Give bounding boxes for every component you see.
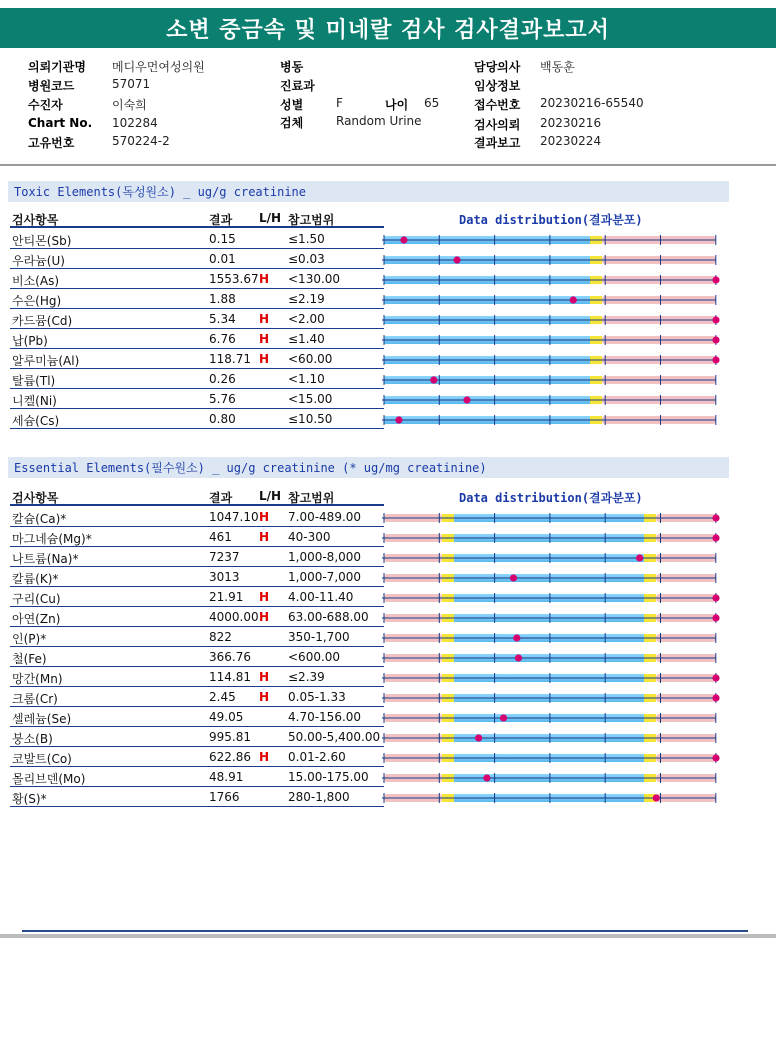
result-marker — [483, 774, 490, 781]
distribution-bar — [382, 708, 722, 728]
patient-value: 이숙희 — [112, 98, 147, 112]
ward-label: 병동 — [280, 60, 304, 74]
lh-flag: H — [259, 352, 270, 366]
element-name: 니켈(Ni) — [12, 394, 57, 408]
lh-flag: H — [259, 750, 270, 764]
result-marker — [712, 276, 719, 283]
col-item: 검사항목 — [12, 213, 59, 227]
element-name: 알루미늄(Al) — [12, 354, 80, 368]
result-marker — [712, 316, 719, 323]
specimen-label: 검체 — [280, 116, 304, 130]
footer-divider — [0, 934, 776, 938]
reference-range: 15.00-175.00 — [288, 770, 369, 784]
result-value: 0.80 — [209, 412, 236, 426]
element-name: 코발트(Co) — [12, 752, 72, 766]
lh-flag: H — [259, 510, 270, 524]
distribution-bar — [382, 508, 722, 528]
report-title: 소변 중금속 및 미네랄 검사 검사결과보고서 — [0, 8, 776, 48]
result-marker — [475, 734, 482, 741]
reference-range: ≤0.03 — [288, 252, 325, 266]
result-value: 461 — [209, 530, 232, 544]
receipt-value: 20230216-65540 — [540, 96, 644, 110]
element-name: 아연(Zn) — [12, 612, 61, 626]
result-marker — [712, 594, 719, 601]
col-lh: L/H — [259, 211, 282, 225]
col-lh: L/H — [259, 489, 282, 503]
footer-line — [22, 930, 748, 932]
result-value: 0.01 — [209, 252, 236, 266]
sex-value: F — [336, 96, 343, 110]
result-marker — [515, 654, 522, 661]
col-result: 결과 — [209, 491, 233, 505]
result-marker — [453, 256, 460, 263]
table-row — [10, 409, 384, 429]
element-name: 셀레늄(Se) — [12, 712, 72, 726]
result-marker — [636, 554, 643, 561]
report-date-label: 결과보고 — [474, 136, 521, 150]
table-row — [10, 567, 384, 587]
result-marker — [712, 356, 719, 363]
result-value: 0.26 — [209, 372, 236, 386]
result-marker — [463, 396, 470, 403]
distribution-bar — [382, 648, 722, 668]
distribution-bar — [382, 370, 722, 390]
distribution-bar — [382, 350, 722, 370]
distribution-bar — [382, 270, 722, 290]
element-name: 망간(Mn) — [12, 672, 63, 686]
table-row — [10, 507, 384, 527]
lh-flag: H — [259, 272, 270, 286]
element-name: 인(P)* — [12, 632, 47, 646]
table-row — [10, 309, 384, 329]
table-row — [10, 627, 384, 647]
element-name: 안티몬(Sb) — [12, 234, 72, 248]
result-value: 48.91 — [209, 770, 244, 784]
lh-flag: H — [259, 590, 270, 604]
result-marker — [400, 236, 407, 243]
result-value: 3013 — [209, 570, 240, 584]
result-marker — [712, 514, 719, 521]
reference-range: ≤10.50 — [288, 412, 333, 426]
reference-range: 63.00-688.00 — [288, 610, 369, 624]
element-name: 마그네슘(Mg)* — [12, 532, 92, 546]
result-value: 1047.10 — [209, 510, 259, 524]
distribution-bar — [382, 768, 722, 788]
table-row — [10, 229, 384, 249]
result-value: 49.05 — [209, 710, 244, 724]
reference-range: <2.00 — [288, 312, 325, 326]
reference-range: 280-1,800 — [288, 790, 350, 804]
clinical-label: 임상정보 — [474, 79, 521, 93]
request-label: 검사의뢰 — [474, 118, 521, 132]
table-row — [10, 547, 384, 567]
toxic-section-header: Toxic Elements(독성원소) _ ug/g creatinine — [8, 181, 729, 202]
distribution-bar — [382, 568, 722, 588]
element-name: 카드뮴(Cd) — [12, 314, 73, 328]
result-value: 21.91 — [209, 590, 244, 604]
element-name: 비소(As) — [12, 274, 60, 288]
table-row — [10, 369, 384, 389]
distribution-bar — [382, 668, 722, 688]
doctor-value: 백동훈 — [540, 60, 575, 74]
result-value: 5.76 — [209, 392, 236, 406]
result-marker — [510, 574, 517, 581]
reference-range: 40-300 — [288, 530, 331, 544]
result-value: 366.76 — [209, 650, 251, 664]
reference-range: ≤1.50 — [288, 232, 325, 246]
institution-label: 의뢰기관명 — [28, 60, 86, 74]
result-marker — [712, 614, 719, 621]
reference-range: <15.00 — [288, 392, 333, 406]
reference-range: <600.00 — [288, 650, 341, 664]
unique-value: 570224-2 — [112, 134, 170, 148]
table-row — [10, 607, 384, 627]
distribution-bar — [382, 688, 722, 708]
age-value: 65 — [424, 96, 440, 110]
result-value: 822 — [209, 630, 232, 644]
distribution-bar — [382, 310, 722, 330]
result-value: 622.86 — [209, 750, 251, 764]
table-row — [10, 587, 384, 607]
doctor-label: 담당의사 — [474, 60, 521, 74]
table-row — [10, 667, 384, 687]
col-dist: Data distribution(결과분포) — [459, 491, 643, 505]
reference-range: 7.00-489.00 — [288, 510, 362, 524]
report-info — [0, 56, 776, 156]
result-marker — [430, 376, 437, 383]
reference-range: 50.00-5,400.00 — [288, 730, 381, 744]
unique-label: 고유번호 — [28, 136, 75, 150]
table-row — [10, 249, 384, 269]
chart-value: 102284 — [112, 116, 158, 130]
essential-column-headers — [10, 486, 384, 506]
element-name: 몰리브덴(Mo) — [12, 772, 86, 786]
table-row — [10, 787, 384, 807]
table-row — [10, 349, 384, 369]
reference-range: ≤2.19 — [288, 292, 325, 306]
result-value: 5.34 — [209, 312, 236, 326]
element-name: 나트륨(Na)* — [12, 552, 79, 566]
lh-flag: H — [259, 530, 270, 544]
distribution-bar — [382, 250, 722, 270]
table-row — [10, 527, 384, 547]
result-value: 1766 — [209, 790, 240, 804]
essential-section-header: Essential Elements(필수원소) _ ug/g creatinine (* ug/mg creatinine) — [8, 457, 729, 478]
result-marker — [712, 694, 719, 701]
table-row — [10, 707, 384, 727]
result-marker — [712, 674, 719, 681]
element-name: 철(Fe) — [12, 652, 47, 666]
age-label: 나이 — [385, 98, 409, 112]
col-ref: 참고범위 — [288, 213, 335, 227]
report-date-value: 20230224 — [540, 134, 602, 148]
lh-flag: H — [259, 332, 270, 346]
result-marker — [500, 714, 507, 721]
col-item: 검사항목 — [12, 491, 59, 505]
result-value: 7237 — [209, 550, 240, 564]
reference-range: 4.70-156.00 — [288, 710, 362, 724]
result-marker — [395, 416, 402, 423]
reference-range: 0.05-1.33 — [288, 690, 346, 704]
result-value: 1553.67 — [209, 272, 259, 286]
table-row — [10, 747, 384, 767]
table-row — [10, 269, 384, 289]
sex-label: 성별 — [280, 98, 304, 112]
element-name: 황(S)* — [12, 792, 47, 806]
result-value: 4000.00 — [209, 610, 259, 624]
result-marker — [513, 634, 520, 641]
element-name: 납(Pb) — [12, 334, 48, 348]
table-row — [10, 687, 384, 707]
element-name: 수은(Hg) — [12, 294, 62, 308]
reference-range: 1,000-8,000 — [288, 550, 362, 564]
toxic-column-headers — [10, 208, 384, 228]
hospital-code-value: 57071 — [112, 77, 151, 91]
result-value: 1.88 — [209, 292, 236, 306]
divider — [0, 164, 776, 166]
distribution-bar — [382, 588, 722, 608]
result-marker — [712, 754, 719, 761]
result-marker — [570, 296, 577, 303]
distribution-bar — [382, 548, 722, 568]
reference-range: 350-1,700 — [288, 630, 350, 644]
request-value: 20230216 — [540, 116, 602, 130]
col-result: 결과 — [209, 213, 233, 227]
result-marker — [712, 534, 719, 541]
distribution-bar — [382, 788, 722, 808]
patient-label: 수진자 — [28, 98, 63, 112]
dept-label: 진료과 — [280, 79, 315, 93]
lh-flag: H — [259, 610, 270, 624]
table-row — [10, 389, 384, 409]
reference-range: 0.01-2.60 — [288, 750, 346, 764]
col-ref: 참고범위 — [288, 491, 335, 505]
distribution-bar — [382, 410, 722, 430]
element-name: 붕소(B) — [12, 732, 53, 746]
element-name: 크롬(Cr) — [12, 692, 58, 706]
result-value: 114.81 — [209, 670, 251, 684]
element-name: 우라늄(U) — [12, 254, 65, 268]
table-row — [10, 767, 384, 787]
reference-range: <130.00 — [288, 272, 341, 286]
col-dist: Data distribution(결과분포) — [459, 213, 643, 227]
distribution-bar — [382, 390, 722, 410]
table-row — [10, 289, 384, 309]
table-row — [10, 727, 384, 747]
element-name: 세슘(Cs) — [12, 414, 60, 428]
element-name: 칼륨(K)* — [12, 572, 59, 586]
reference-range: <60.00 — [288, 352, 333, 366]
lh-flag: H — [259, 690, 270, 704]
distribution-bar — [382, 330, 722, 350]
institution-value: 메디우먼여성의원 — [112, 60, 205, 74]
distribution-bar — [382, 608, 722, 628]
chart-label: Chart No. — [28, 116, 93, 130]
lh-flag: H — [259, 670, 270, 684]
result-marker — [653, 794, 660, 801]
distribution-bar — [382, 728, 722, 748]
reference-range: <1.10 — [288, 372, 325, 386]
element-name: 칼슘(Ca)* — [12, 512, 67, 526]
distribution-bar — [382, 290, 722, 310]
distribution-bar — [382, 628, 722, 648]
lh-flag: H — [259, 312, 270, 326]
hospital-code-label: 병원코드 — [28, 79, 75, 93]
result-value: 2.45 — [209, 690, 236, 704]
reference-range: 4.00-11.40 — [288, 590, 354, 604]
receipt-label: 접수번호 — [474, 98, 521, 112]
element-name: 구리(Cu) — [12, 592, 61, 606]
specimen-value: Random Urine — [336, 114, 422, 128]
distribution-bar — [382, 528, 722, 548]
result-value: 6.76 — [209, 332, 236, 346]
table-row — [10, 647, 384, 667]
distribution-bar — [382, 230, 722, 250]
distribution-bar — [382, 748, 722, 768]
table-row — [10, 329, 384, 349]
reference-range: ≤1.40 — [288, 332, 325, 346]
result-value: 0.15 — [209, 232, 236, 246]
element-name: 탈륨(Tl) — [12, 374, 56, 388]
reference-range: ≤2.39 — [288, 670, 325, 684]
result-value: 995.81 — [209, 730, 251, 744]
reference-range: 1,000-7,000 — [288, 570, 362, 584]
result-marker — [712, 336, 719, 343]
result-value: 118.71 — [209, 352, 251, 366]
